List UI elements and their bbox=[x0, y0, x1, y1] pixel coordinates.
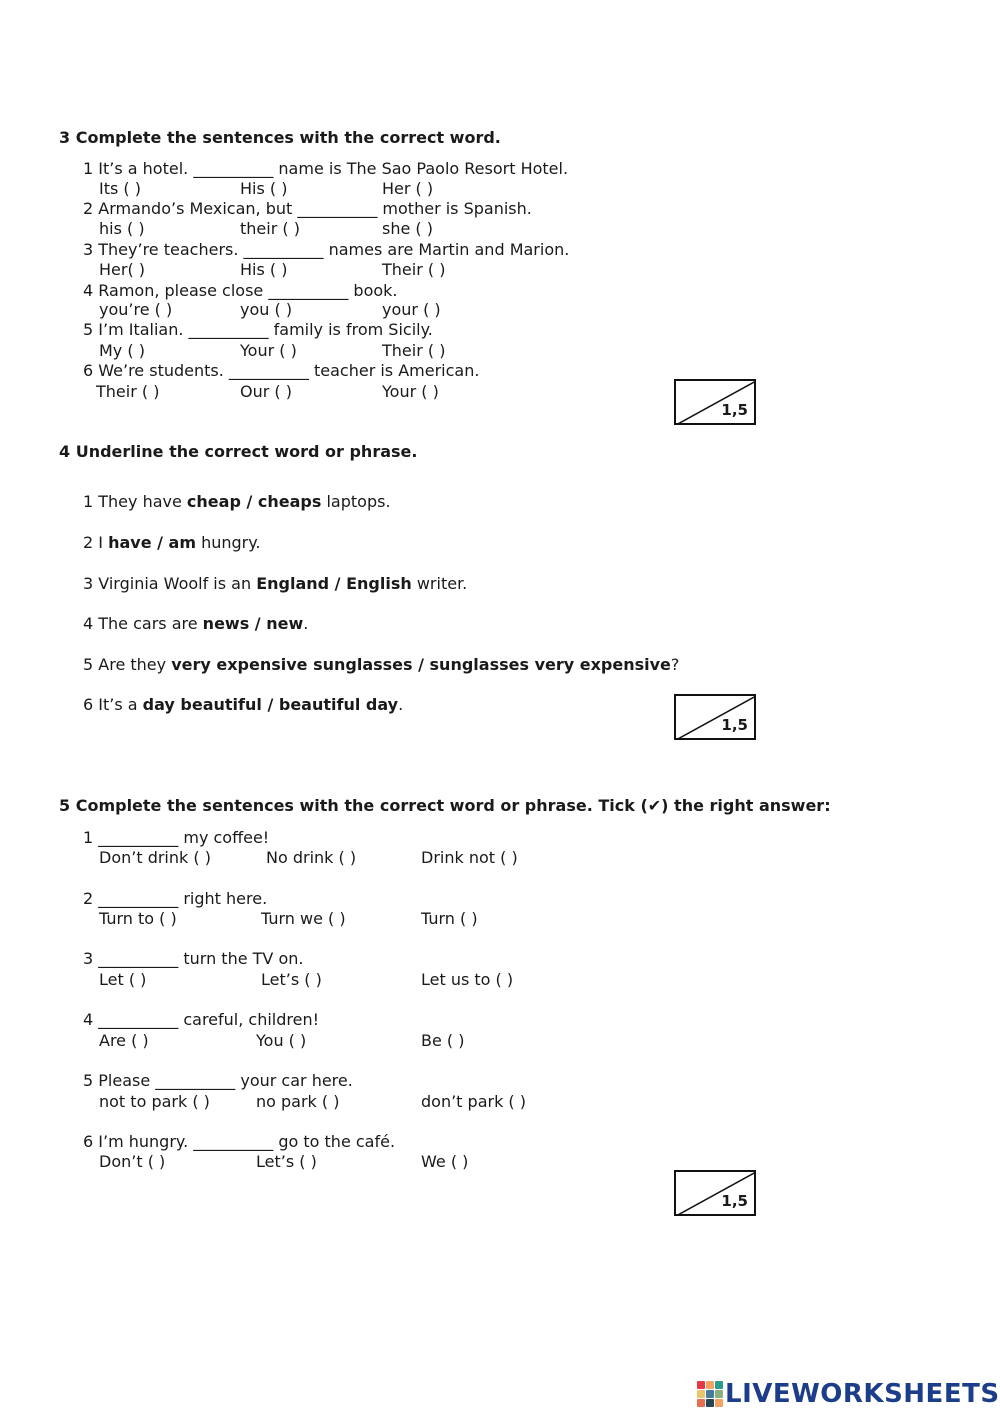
s3-q1-option-c[interactable]: Her ( ) bbox=[382, 179, 434, 198]
s3-q4-option-a[interactable]: you’re ( ) bbox=[99, 300, 173, 319]
s5-sentence-1: 1 __________ my coffee! bbox=[83, 828, 270, 847]
s5-q1-option-b[interactable]: No drink ( ) bbox=[266, 848, 357, 867]
s5-q3-option-a[interactable]: Let ( ) bbox=[99, 970, 147, 989]
s5-q2-option-c[interactable]: Turn ( ) bbox=[421, 909, 478, 928]
s3-sentence-2: 2 Armando’s Mexican, but __________ mother is Spanish. bbox=[83, 199, 532, 218]
s4-item-2[interactable]: 2 I have / am hungry. bbox=[83, 533, 261, 552]
s3-sentence-4: 4 Ramon, please close __________ book. bbox=[83, 281, 398, 300]
s4-item-6[interactable]: 6 It’s a day beautiful / beautiful day. bbox=[83, 695, 404, 714]
s4-item-6-choice[interactable]: day beautiful / beautiful day bbox=[142, 695, 399, 714]
s3-sentence-1: 1 It’s a hotel. __________ name is The Sao Paolo Resort Hotel. bbox=[83, 159, 569, 178]
section-5-score-box bbox=[674, 1170, 756, 1216]
s4-item-2-choice[interactable]: have / am bbox=[108, 533, 196, 552]
s4-item-5[interactable]: 5 Are they very expensive sunglasses / sunglasses very expensive? bbox=[83, 655, 680, 674]
logo-text: LIVEWORKSHEETS bbox=[725, 1379, 1000, 1409]
s5-sentence-2: 2 __________ right here. bbox=[83, 889, 268, 908]
s5-q1-option-c[interactable]: Drink not ( ) bbox=[421, 848, 518, 867]
s4-item-1[interactable]: 1 They have cheap / cheaps laptops. bbox=[83, 492, 391, 511]
s4-item-1-choice[interactable]: cheap / cheaps bbox=[186, 492, 322, 511]
logo-grid-cell bbox=[697, 1381, 705, 1389]
logo-grid-icon bbox=[697, 1381, 723, 1407]
s3-q4-option-b[interactable]: you ( ) bbox=[240, 300, 293, 319]
s3-sentence-3: 3 They’re teachers. __________ names are Martin and Marion. bbox=[83, 240, 570, 259]
section-5-score: 1,5 bbox=[721, 1192, 748, 1210]
s3-q2-option-c[interactable]: she ( ) bbox=[382, 219, 433, 238]
section-3-heading: 3 Complete the sentences with the correct word. bbox=[59, 128, 501, 147]
liveworksheets-logo[interactable] bbox=[697, 1378, 1000, 1410]
s5-q6-option-a[interactable]: Don’t ( ) bbox=[99, 1152, 166, 1171]
s5-q4-option-b[interactable]: You ( ) bbox=[256, 1031, 307, 1050]
s5-sentence-3: 3 __________ turn the TV on. bbox=[83, 949, 304, 968]
s3-q3-option-a[interactable]: Her( ) bbox=[99, 260, 146, 279]
logo-grid-cell bbox=[697, 1390, 705, 1398]
s5-q3-option-b[interactable]: Let’s ( ) bbox=[261, 970, 322, 989]
section-5-heading: 5 Complete the sentences with the correct word or phrase. Tick (✔) the right answer: bbox=[59, 796, 831, 815]
s5-q4-option-c[interactable]: Be ( ) bbox=[421, 1031, 465, 1050]
s3-q6-option-b[interactable]: Our ( ) bbox=[240, 382, 292, 401]
s5-q5-option-b[interactable]: no park ( ) bbox=[256, 1092, 340, 1111]
section-3-score-box bbox=[674, 379, 756, 425]
s3-sentence-5: 5 I’m Italian. __________ family is from Sicily. bbox=[83, 320, 433, 339]
section-4-score-box bbox=[674, 694, 756, 740]
s3-q6-option-a[interactable]: Their ( ) bbox=[96, 382, 160, 401]
s5-q6-option-b[interactable]: Let’s ( ) bbox=[256, 1152, 317, 1171]
s3-q5-option-a[interactable]: My ( ) bbox=[99, 341, 145, 360]
s3-q1-option-a[interactable]: Its ( ) bbox=[99, 179, 141, 198]
s5-sentence-4: 4 __________ careful, children! bbox=[83, 1010, 320, 1029]
section-3-score: 1,5 bbox=[721, 401, 748, 419]
s5-q2-option-b[interactable]: Turn we ( ) bbox=[261, 909, 346, 928]
logo-grid-cell bbox=[715, 1399, 723, 1407]
s4-item-3[interactable]: 3 Virginia Woolf is an England / English writer. bbox=[83, 574, 468, 593]
s3-q1-option-b[interactable]: His ( ) bbox=[240, 179, 288, 198]
s3-q2-option-a[interactable]: his ( ) bbox=[99, 219, 145, 238]
s4-item-5-choice[interactable]: very expensive sunglasses / sunglasses very expensive bbox=[171, 655, 671, 674]
s5-sentence-5: 5 Please __________ your car here. bbox=[83, 1071, 353, 1090]
s3-q4-option-c[interactable]: your ( ) bbox=[382, 300, 441, 319]
s5-q3-option-c[interactable]: Let us to ( ) bbox=[421, 970, 514, 989]
s5-q5-option-a[interactable]: not to park ( ) bbox=[99, 1092, 210, 1111]
section-4-heading: 4 Underline the correct word or phrase. bbox=[59, 442, 418, 461]
s3-q5-option-b[interactable]: Your ( ) bbox=[240, 341, 297, 360]
s5-q2-option-a[interactable]: Turn to ( ) bbox=[99, 909, 177, 928]
s5-q4-option-a[interactable]: Are ( ) bbox=[99, 1031, 149, 1050]
logo-grid-cell bbox=[715, 1381, 723, 1389]
section-4-score: 1,5 bbox=[721, 716, 748, 734]
s3-q3-option-b[interactable]: His ( ) bbox=[240, 260, 288, 279]
logo-grid-cell bbox=[715, 1390, 723, 1398]
s4-item-4-choice[interactable]: news / new bbox=[202, 614, 304, 633]
s5-q6-option-c[interactable]: We ( ) bbox=[421, 1152, 469, 1171]
s3-q3-option-c[interactable]: Their ( ) bbox=[382, 260, 446, 279]
s5-sentence-6: 6 I’m hungry. __________ go to the café. bbox=[83, 1132, 396, 1151]
s5-q1-option-a[interactable]: Don’t drink ( ) bbox=[99, 848, 211, 867]
s4-item-4[interactable]: 4 The cars are news / new. bbox=[83, 614, 309, 633]
s3-sentence-6: 6 We’re students. __________ teacher is American. bbox=[83, 361, 480, 380]
logo-grid-cell bbox=[706, 1390, 714, 1398]
s3-q5-option-c[interactable]: Their ( ) bbox=[382, 341, 446, 360]
logo-grid-cell bbox=[697, 1399, 705, 1407]
s3-q6-option-c[interactable]: Your ( ) bbox=[382, 382, 439, 401]
s5-q5-option-c[interactable]: don’t park ( ) bbox=[421, 1092, 526, 1111]
s4-item-3-choice[interactable]: England / English bbox=[256, 574, 412, 593]
s3-q2-option-b[interactable]: their ( ) bbox=[240, 219, 300, 238]
logo-grid-cell bbox=[706, 1381, 714, 1389]
logo-grid-cell bbox=[706, 1399, 714, 1407]
